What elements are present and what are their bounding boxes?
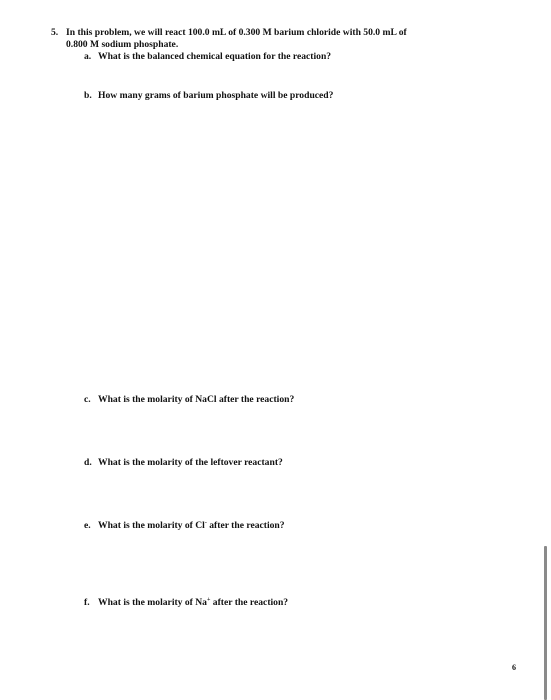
part-f-superscript: + <box>206 596 211 603</box>
part-e-text-before: What is the molarity of Cl <box>98 520 205 531</box>
part-f-text <box>98 597 288 609</box>
part-a-letter: a. <box>84 51 92 62</box>
question-intro-line1: In this problem, we will react 100.0 mL of 0.300 M barium chloride with 50.0 mL of <box>66 27 407 38</box>
part-e-letter: e. <box>84 520 91 531</box>
part-d-text: What is the molarity of the leftover reactant? <box>98 457 283 468</box>
part-f-text-before: What is the molarity of Na <box>98 597 207 608</box>
part-b-letter: b. <box>84 90 92 101</box>
part-e-text <box>98 520 285 532</box>
part-e-superscript: - <box>204 519 207 526</box>
part-c-text: What is the molarity of NaCl after the reaction? <box>98 394 295 405</box>
part-e-text-after: after the reaction? <box>206 520 285 531</box>
part-f-letter: f. <box>84 597 90 608</box>
scrollbar[interactable] <box>544 546 547 700</box>
part-f-text-after: after the reaction? <box>210 597 289 608</box>
part-a-text: What is the balanced chemical equation for the reaction? <box>98 51 332 62</box>
part-b-text: How many grams of barium phosphate will be produced? <box>98 90 334 101</box>
question-intro-line2: 0.800 M sodium phosphate. <box>66 39 179 50</box>
question-number: 5. <box>51 27 59 38</box>
page-number: 6 <box>512 663 516 672</box>
part-c-letter: c. <box>84 394 91 405</box>
part-d-letter: d. <box>84 457 92 468</box>
